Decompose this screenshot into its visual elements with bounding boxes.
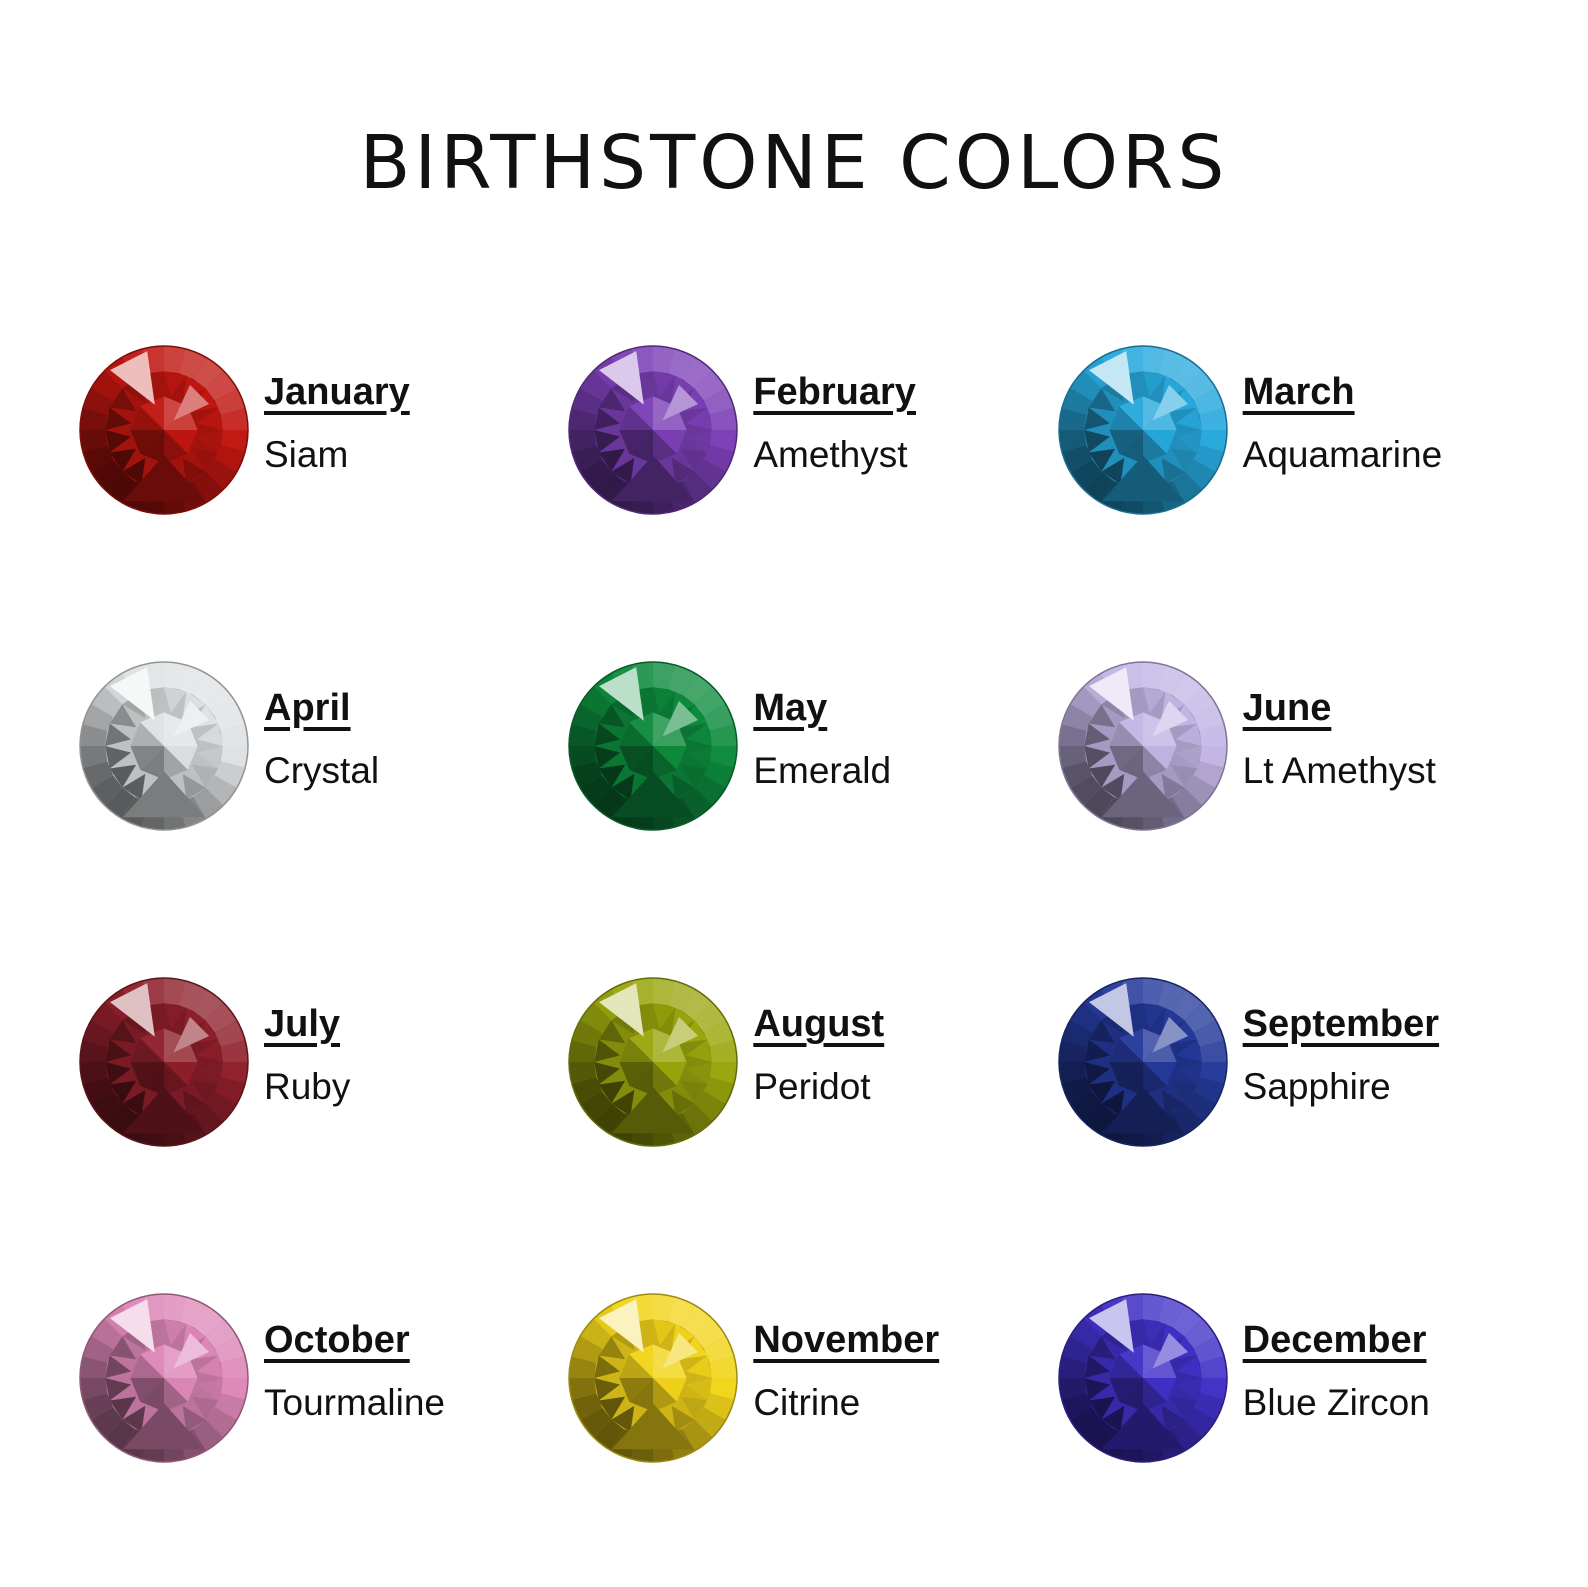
month-label: January xyxy=(264,370,410,413)
stone-label: Citrine xyxy=(753,1381,861,1423)
gem-icon-march xyxy=(1057,344,1229,516)
birthstone-cell-march xyxy=(1039,272,1528,588)
month-label: July xyxy=(264,1002,341,1045)
stone-label: Amethyst xyxy=(753,433,908,475)
birthstone-labels xyxy=(264,1003,350,1113)
stone-label: Siam xyxy=(264,433,349,475)
birthstone-cell-november xyxy=(549,1220,1038,1536)
birthstone-labels xyxy=(753,1003,884,1113)
birthstone-labels xyxy=(264,371,410,481)
birthstone-grid xyxy=(60,272,1528,1536)
gem-icon-may xyxy=(567,660,739,832)
stone-label: Crystal xyxy=(264,749,380,791)
stone-label: Blue Zircon xyxy=(1242,1381,1430,1423)
birthstone-cell-may xyxy=(549,588,1038,904)
birthstone-cell-january xyxy=(60,272,549,588)
birthstone-cell-september xyxy=(1039,904,1528,1220)
stone-label: Sapphire xyxy=(1242,1065,1391,1107)
birthstone-labels xyxy=(753,1319,939,1429)
stone-label: Tourmaline xyxy=(264,1381,445,1423)
gem-icon-september xyxy=(1057,976,1229,1148)
month-label: October xyxy=(264,1318,410,1361)
gem-icon-february xyxy=(567,344,739,516)
gem-icon-october xyxy=(78,1292,250,1464)
gem-icon-april xyxy=(78,660,250,832)
month-label: June xyxy=(1242,686,1332,729)
birthstone-cell-october xyxy=(60,1220,549,1536)
month-label: March xyxy=(1242,370,1355,413)
stone-label: Ruby xyxy=(264,1065,351,1107)
month-label: February xyxy=(753,370,916,413)
month-label: April xyxy=(264,686,351,729)
gem-icon-december xyxy=(1057,1292,1229,1464)
month-label: September xyxy=(1242,1002,1440,1045)
month-label: November xyxy=(753,1318,940,1361)
birthstone-cell-december xyxy=(1039,1220,1528,1536)
birthstone-labels xyxy=(753,371,916,481)
month-label: August xyxy=(753,1002,885,1045)
birthstone-labels xyxy=(1243,1319,1430,1429)
stone-label: Emerald xyxy=(753,749,892,791)
birthstone-labels xyxy=(264,687,379,797)
month-label: December xyxy=(1242,1318,1427,1361)
page-title: BIRTHSTONE COLORS xyxy=(359,120,1229,206)
stone-label: Aquamarine xyxy=(1242,433,1443,475)
stone-label: Lt Amethyst xyxy=(1242,749,1436,791)
birthstone-cell-april xyxy=(60,588,549,904)
month-label: May xyxy=(753,686,828,729)
birthstone-labels xyxy=(264,1319,445,1429)
gem-icon-november xyxy=(567,1292,739,1464)
gem-icon-july xyxy=(78,976,250,1148)
gem-icon-august xyxy=(567,976,739,1148)
birthstone-cell-june xyxy=(1039,588,1528,904)
birthstone-labels xyxy=(1243,1003,1439,1113)
gem-icon-june xyxy=(1057,660,1229,832)
gem-icon-january xyxy=(78,344,250,516)
birthstone-cell-february xyxy=(549,272,1038,588)
birthstone-labels xyxy=(1243,371,1443,481)
birthstone-cell-july xyxy=(60,904,549,1220)
birthstone-labels xyxy=(753,687,891,797)
birthstone-cell-august xyxy=(549,904,1038,1220)
birthstone-labels xyxy=(1243,687,1436,797)
stone-label: Peridot xyxy=(753,1065,871,1107)
